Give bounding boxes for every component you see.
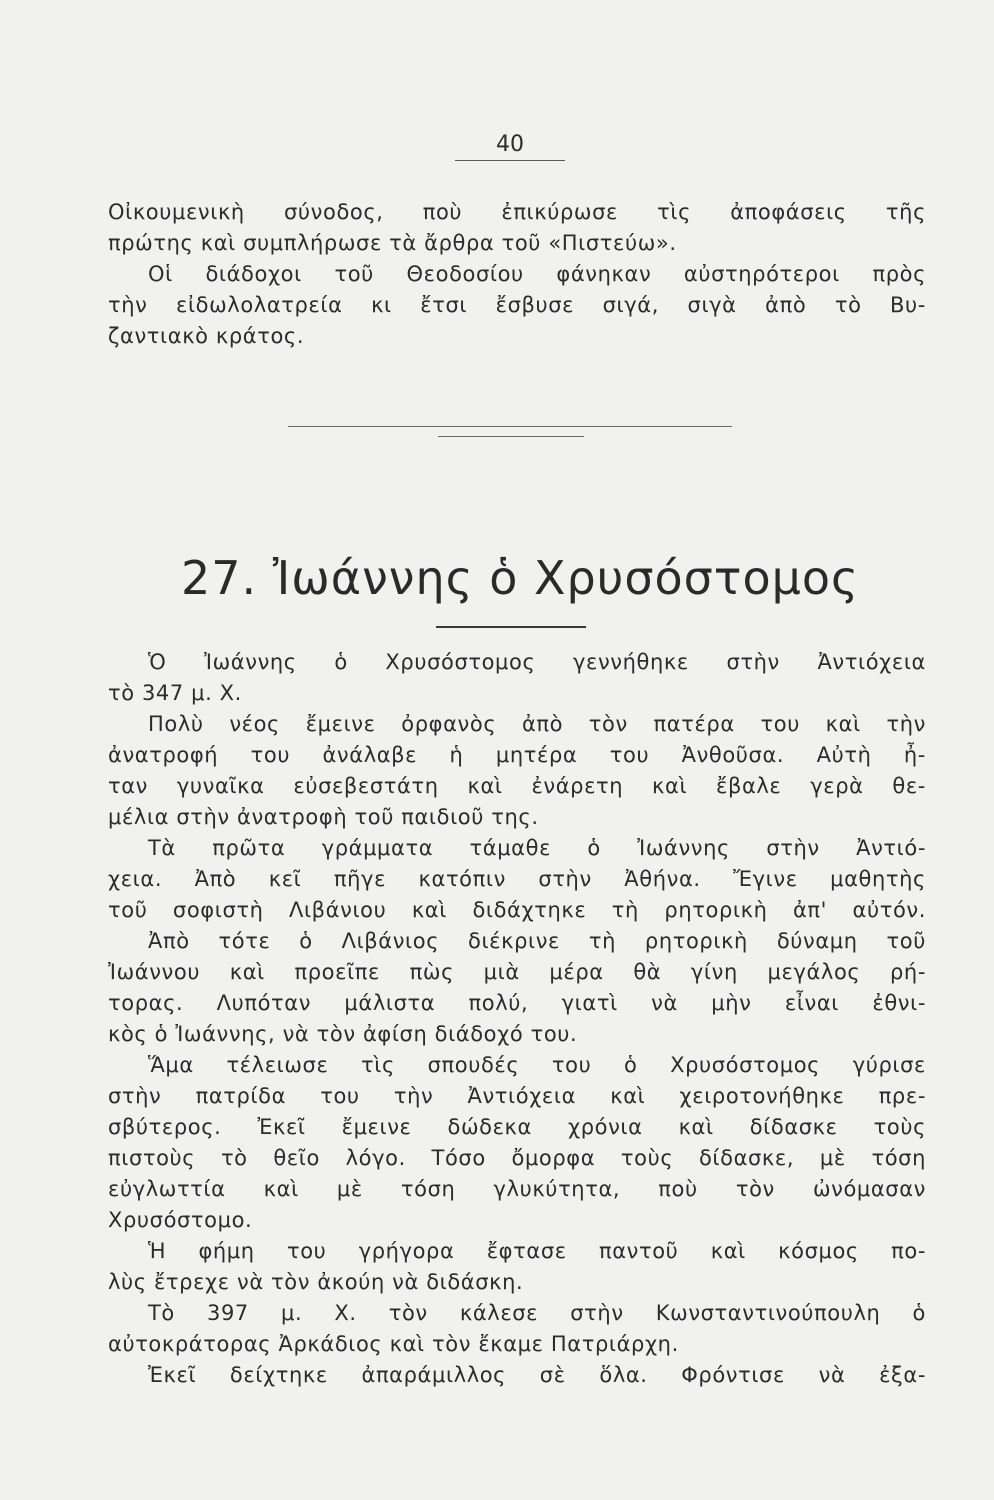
section-divider [288, 426, 732, 427]
text-line: πρώτης καὶ συμπλήρωσε τὰ ἄρθρα τοῦ «Πιστεύω». [108, 231, 677, 255]
text-line: Ἐκεῖ δείχτηκε ἀπαράμιλλος σὲ ὅλα. Φρόντισε νὰ ἐξα- [148, 1363, 926, 1387]
text-line: κὸς ὁ Ἰωάννης, νὰ τὸν ἀφίση διάδοχό του. [108, 1022, 578, 1046]
text-line: τὴν εἰδωλολατρεία κι ἔτσι ἔσβυσε σιγά, σιγὰ ἀπὸ τὸ Βυ- [108, 293, 926, 317]
text-line: στὴν πατρίδα του τὴν Ἀντιόχεια καὶ χειροτονήθηκε πρε- [108, 1084, 926, 1108]
chapter-title: 27. Ἰωάννης ὁ Χρυσόστομος [180, 551, 860, 605]
text-line: πιστοὺς τὸ θεῖο λόγο. Τόσο ὄμορφα τοὺς δίδασκε, μὲ τόση [108, 1146, 926, 1170]
text-line: Ὁ Ἰωάννης ὁ Χρυσόστομος γεννήθηκε στὴν Ἀντιόχεια [148, 650, 926, 674]
text-line: Ἰωάννου καὶ προεῖπε πὼς μιὰ μέρα θὰ γίνη μεγάλος ρή- [108, 960, 926, 984]
text-line: Οἰκουμενικὴ σύνοδος, ποὺ ἐπικύρωσε τὶς ἀποφάσεις τῆς [108, 200, 926, 224]
text-line: Πολὺ νέος ἔμεινε ὀρφανὸς ἀπὸ τὸν πατέρα του καὶ τὴν [148, 712, 926, 736]
section-divider-short [438, 436, 584, 437]
text-line: ἀνατροφή του ἀνάλαβε ἡ μητέρα του Ἀνθοῦσα. Αὐτὴ ἦ- [108, 743, 926, 767]
text-line: Οἱ διάδοχοι τοῦ Θεοδοσίου φάνηκαν αὐστηρότεροι πρὸς [148, 262, 926, 286]
text-line: μέλια στὴν ἀνατροφὴ τοῦ παιδιοῦ της. [108, 805, 539, 829]
text-line: τορας. Λυπόταν μάλιστα πολύ, γιατὶ νὰ μὴν εἶναι ἐθνι- [108, 991, 926, 1015]
text-line: Ἡ φήμη του γρήγορα ἔφτασε παντοῦ καὶ κόσμος πο- [148, 1239, 926, 1263]
page-number: 40 [455, 132, 565, 161]
text-line: τοῦ σοφιστὴ Λιβάνιου καὶ διδάχτηκε τὴ ρητορικὴ ἀπ' αὐτόν. [108, 898, 926, 922]
text-line: σβύτερος. Ἐκεῖ ἔμεινε δώδεκα χρόνια καὶ δίδασκε τοὺς [108, 1115, 926, 1139]
text-line: Ἀπὸ τότε ὁ Λιβάνιος διέκρινε τὴ ρητορικὴ δύναμη τοῦ [148, 929, 926, 953]
text-line: Χρυσόστομο. [108, 1208, 253, 1232]
text-line: Τὰ πρῶτα γράμματα τάμαθε ὁ Ἰωάννης στὴν Ἀντιό- [148, 836, 926, 860]
text-line: ταν γυναῖκα εὐσεβεστάτη καὶ ἐνάρετη καὶ ἔβαλε γερὰ θε- [108, 774, 926, 798]
text-line: εὐγλωττία καὶ μὲ τόση γλυκύτητα, ποὺ τὸν ὠνόμασαν [108, 1177, 926, 1201]
text-line: χεια. Ἀπὸ κεῖ πῆγε κατόπιν στὴν Ἀθήνα. Ἔγινε μαθητὴς [108, 867, 926, 891]
text-line: Ἅμα τέλειωσε τὶς σπουδές του ὁ Χρυσόστομος γύρισε [148, 1053, 926, 1077]
text-line: Τὸ 397 μ. Χ. τὸν κάλεσε στὴν Κωνσταντινούπουλη ὁ [148, 1301, 926, 1325]
title-underline [436, 626, 586, 628]
text-line: ζαντιακὸ κράτος. [108, 324, 305, 348]
text-line: αὐτοκράτορας Ἀρκάδιος καὶ τὸν ἔκαμε Πατριάρχη. [108, 1332, 679, 1356]
text-line: τὸ 347 μ. Χ. [108, 681, 242, 705]
text-line: λὺς ἔτρεχε νὰ τὸν ἀκούη νὰ διδάσκη. [108, 1270, 524, 1294]
